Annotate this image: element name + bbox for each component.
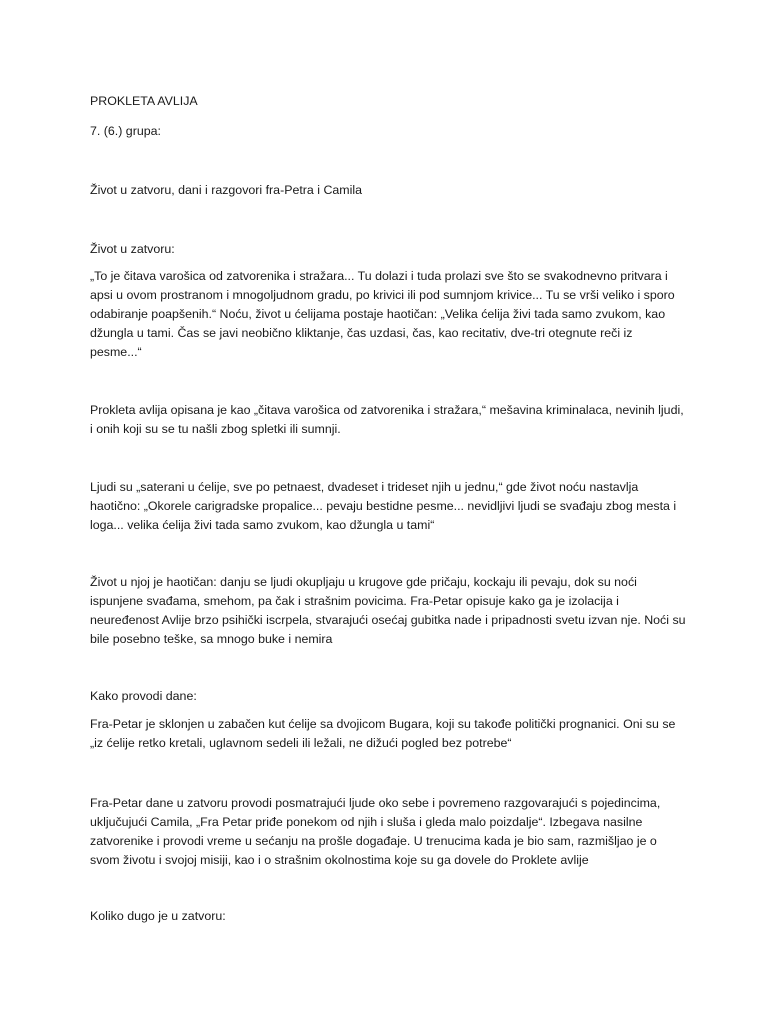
- section-heading-duration: Koliko dugo je u zatvoru:: [90, 909, 226, 923]
- paragraph-bulgarians: Fra-Petar je sklonjen u zabačen kut ćelije sa dvojicom Bugara, koji su takođe politički prognanici. Oni su se „iz ćelije retko kretali, uglavnom sedeli ili ležali, ne dižući pogled bez potrebe“: [90, 717, 676, 750]
- group-label: 7. (6.) grupa:: [90, 124, 161, 138]
- paragraph-chaotic-life: Život u njoj je haotičan: danju se ljudi okupljaju u krugove gde pričaju, kockaju ili pevaju, dok su noći ispunjene svađama, smehom, pa čak i strašnim povicima. Fra-Petar opisuje kako ga je izolacija i neuređenost Avlije brzo psihički iscrpela, stvarajući osećaj gubitka nade i pripadnosti svetu izvan nje. Noći su bile posebno teške, sa mnogo buke i nemira: [90, 575, 686, 646]
- quote-paragraph: „To je čitava varošica od zatvorenika i stražara... Tu dolazi i tuda prolazi sve što se svakodnevno pritvara i apsi u ovom prostranom i mnogoljudnom gradu, po krivici ili pod sumnjom krivice... Tu se vrši veliko i sporo odabiranje poapšenih.“ Noću, život u ćelijama postaje haotičan: „Velika ćelija živi tada samo zvukom, kao džungla u tami. Čas se javi neobično kliktanje, čas uzdasi, čas, kao recitativ, dve-tri otegnute reči iz pesme...“: [90, 269, 675, 359]
- paragraph-avlija-description: Prokleta avlija opisana je kao „čitava varošica od zatvorenika i stražara,“ mešavina kriminalaca, nevinih ljudi, i onih koji su se tu našli zbog spletki ili sumnji.: [90, 403, 684, 436]
- document-title: PROKLETA AVLIJA: [90, 94, 198, 108]
- section-heading-days: Kako provodi dane:: [90, 689, 197, 703]
- paragraph-cells: Ljudi su „saterani u ćelije, sve po petnaest, dvadeset i trideset njih u jednu,“ gde život noću nastavlja haotično: „Okorele carigradske propalice... pevaju bestidne pesme... nevidljivi ljudi se svađaju zbog mesta i loga... velika ćelija živi tada samo zvukom, kao džungla u tami“: [90, 480, 677, 532]
- paragraph-observing: Fra-Petar dane u zatvoru provodi posmatrajući ljude oko sebe i povremeno razgovarajući s pojedincima, uključujući Camila, „Fra Petar priđe ponekom od njih i sluša i gleda malo poizdalje“. Izbegava nasilne zatvorenike i provodi vreme u sećanju na prošle događaje. U trenucima kada je bio sam, razmišljao je o svom životu i svojoj misiji, kao i o strašnim okolnostima koje su ga dovele do Proklete avlije: [90, 796, 661, 867]
- topic-line: Život u zatvoru, dani i razgovori fra-Petra i Camila: [90, 183, 363, 197]
- section-heading-life-in-prison: Život u zatvoru:: [90, 242, 175, 256]
